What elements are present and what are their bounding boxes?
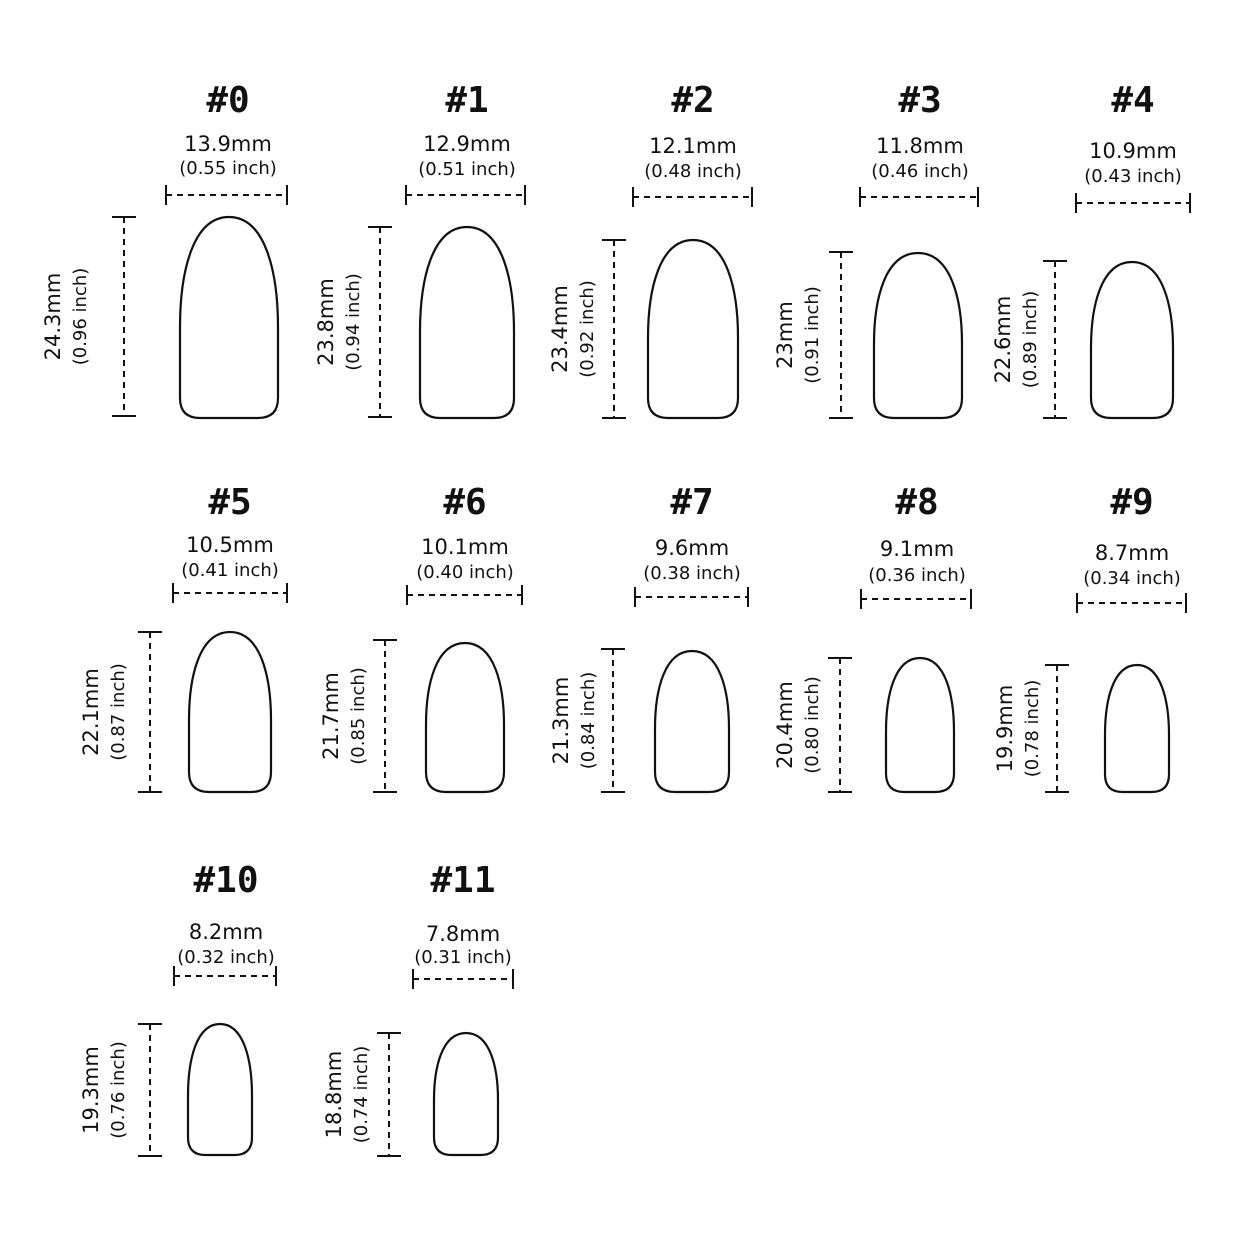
- nail-card-3: [773, 80, 978, 418]
- nail-card-11: [322, 860, 513, 1156]
- length-mm-label: 20.4mm: [773, 681, 797, 769]
- length-inch-label: (0.94 inch): [343, 273, 364, 371]
- width-inch-label: (0.55 inch): [179, 158, 277, 179]
- length-inch-label: (0.76 inch): [108, 1041, 129, 1139]
- length-inch-label: (0.91 inch): [802, 286, 823, 384]
- length-mm-label: 24.3mm: [41, 272, 65, 361]
- width-inch-label: (0.48 inch): [644, 161, 742, 182]
- nail-outline: [648, 240, 738, 418]
- width-mm-label: 10.1mm: [421, 535, 509, 559]
- width-inch-label: (0.46 inch): [871, 161, 969, 182]
- nail-outline: [189, 632, 271, 792]
- width-inch-label: (0.40 inch): [416, 562, 514, 583]
- size-title: #10: [193, 860, 259, 901]
- length-inch-label: (0.96 inch): [70, 267, 91, 366]
- width-mm-label: 12.1mm: [649, 134, 737, 158]
- length-mm-label: 22.1mm: [79, 668, 103, 756]
- width-inch-label: (0.32 inch): [177, 947, 275, 968]
- size-title: #2: [671, 80, 715, 121]
- width-mm-label: 8.7mm: [1094, 541, 1170, 565]
- width-mm-label: 11.8mm: [876, 134, 964, 158]
- size-title: #11: [430, 860, 496, 901]
- width-mm-label: 12.9mm: [423, 132, 511, 156]
- nail-outline: [1105, 665, 1169, 792]
- length-mm-label: 19.9mm: [993, 684, 1017, 773]
- nail-outline: [420, 227, 514, 418]
- nail-outline: [1091, 262, 1173, 418]
- size-title: #1: [445, 80, 489, 121]
- size-title: #3: [898, 80, 942, 121]
- nail-outline: [886, 658, 954, 792]
- width-mm-label: 9.6mm: [654, 536, 730, 560]
- width-mm-label: 13.9mm: [184, 132, 272, 156]
- nail-card-7: [549, 482, 748, 792]
- width-inch-label: (0.34 inch): [1083, 568, 1181, 589]
- nail-card-2: [548, 80, 752, 418]
- nail-outline: [655, 651, 729, 792]
- width-mm-label: 10.9mm: [1089, 139, 1177, 163]
- size-title: #9: [1110, 482, 1154, 523]
- length-inch-label: (0.85 inch): [348, 667, 369, 765]
- nail-card-4: [991, 80, 1190, 418]
- size-title: #6: [443, 482, 487, 523]
- length-mm-label: 23mm: [773, 301, 797, 369]
- length-inch-label: (0.87 inch): [108, 663, 129, 761]
- size-title: #8: [895, 482, 939, 523]
- width-inch-label: (0.41 inch): [181, 560, 279, 581]
- length-mm-label: 21.7mm: [319, 672, 343, 760]
- length-inch-label: (0.74 inch): [351, 1045, 372, 1144]
- length-inch-label: (0.89 inch): [1020, 290, 1041, 389]
- size-title: #4: [1111, 80, 1155, 121]
- length-mm-label: 23.4mm: [548, 285, 572, 373]
- width-mm-label: 7.8mm: [425, 922, 501, 946]
- nail-card-10: [79, 860, 276, 1156]
- length-mm-label: 22.6mm: [991, 295, 1015, 384]
- nail-card-1: [314, 80, 525, 418]
- width-inch-label: (0.38 inch): [643, 563, 741, 584]
- nail-outline: [188, 1024, 252, 1155]
- length-mm-label: 19.3mm: [79, 1046, 103, 1134]
- width-inch-label: (0.43 inch): [1084, 166, 1182, 187]
- nail-outline: [434, 1033, 498, 1155]
- length-inch-label: (0.80 inch): [802, 676, 823, 774]
- width-mm-label: 9.1mm: [879, 537, 955, 561]
- length-inch-label: (0.78 inch): [1022, 679, 1043, 778]
- length-mm-label: 18.8mm: [322, 1050, 346, 1139]
- nail-card-0: [41, 80, 287, 418]
- length-mm-label: 23.8mm: [314, 278, 338, 366]
- width-inch-label: (0.36 inch): [868, 565, 966, 586]
- nail-outline: [874, 253, 962, 418]
- nail-outline: [426, 643, 504, 792]
- size-title: #5: [208, 482, 252, 523]
- length-inch-label: (0.84 inch): [578, 671, 599, 770]
- width-inch-label: (0.31 inch): [414, 947, 512, 968]
- width-inch-label: (0.51 inch): [418, 159, 516, 180]
- size-title: #7: [670, 482, 714, 523]
- nail-outline: [180, 217, 278, 418]
- nail-card-5: [79, 482, 287, 792]
- length-inch-label: (0.92 inch): [577, 280, 598, 378]
- length-mm-label: 21.3mm: [549, 676, 573, 765]
- width-mm-label: 10.5mm: [186, 533, 274, 557]
- size-title: #0: [206, 80, 250, 121]
- nail-card-8: [773, 482, 971, 792]
- nail-card-9: [993, 482, 1186, 792]
- nail-card-6: [319, 482, 522, 792]
- width-mm-label: 8.2mm: [188, 920, 264, 944]
